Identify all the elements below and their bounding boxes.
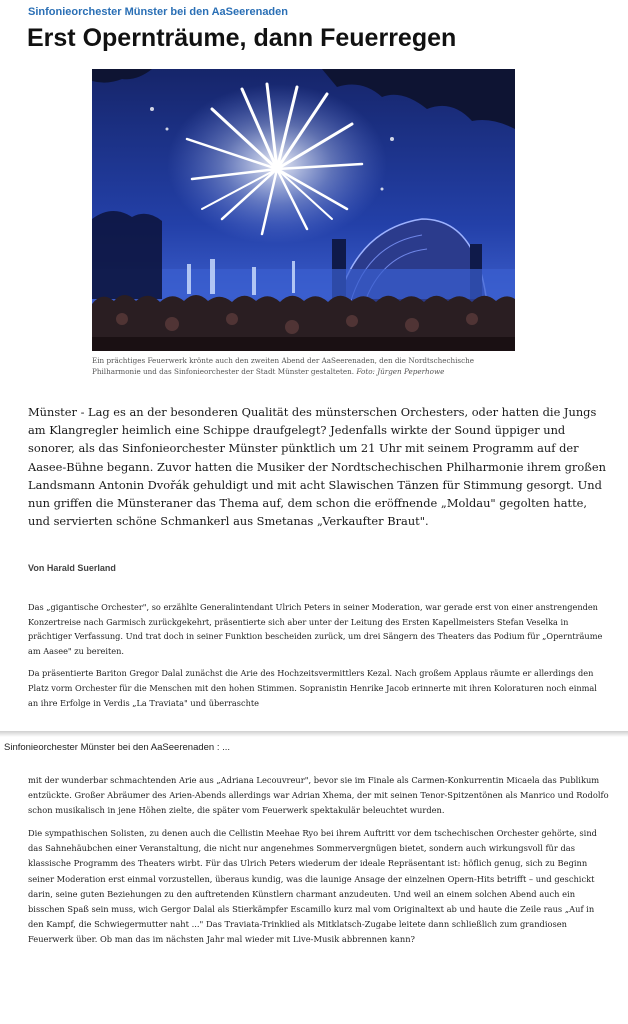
article-photo [92, 69, 515, 351]
article-body-top [28, 600, 606, 718]
article-lead [28, 403, 608, 530]
photo-caption [92, 355, 522, 377]
fireworks-photo-illustration [92, 69, 515, 351]
photo-credit: Foto: Jürgen Peperhowe [356, 367, 445, 376]
body-paragraph: Das „gigantische Orchester", so erzählte Generalintendant Ulrich Peters in seiner Moderation, war gerade erst von einer anstrengenden Konzertreise nach Garmisch zurückgekehrt, präsentierte sich aber unter der Leitung des Ersten Kapellmeisters Stefan Veselka in prächtiger Verfassung. Und trat doch in seiner Funktion bescheiden zurück, um drei Sängern des Theaters das Podium für „Opernträume am Aasee" zu bereiten. [28, 602, 603, 656]
article-continuation-section [0, 733, 628, 1024]
body-paragraph: Da präsentierte Bariton Gregor Dalal zunächst die Arie des Hochzeitsvermittlers Kezal. Nach großem Applaus räumte er allerdings den Platz vorm Orchester für die Menschen mit den hohen Stimmen. Sopranistin Henrike Jacob erinnerte mit ihren Koloraturen noch einmal an ihre Erfolge in Verdis „La Traviata" und überraschte [28, 668, 597, 708]
article-headline: Erst Opernträume, dann Feuerregen [27, 24, 457, 52]
article-body-bottom [28, 773, 610, 955]
continuation-title: Sinfonieorchester Münster bei den AaSeerenaden : ... [4, 742, 231, 753]
body-paragraph: mit der wunderbar schmachtenden Arie aus „Adriana Lecouvreur", bevor sie im Finale als Carmen-Konkurrentin Micaela das Publikum entzückte. Großer Abräumer des Arien-Abends allerdings war Adrian Xhema, der mit seinen Tenor-Spitzentönen als Manrico und Rodolfo schon musikalisch in jene Höhen zielte, die später vom Feuerwerk spektakulär beleuchtet wurden. [28, 775, 609, 816]
photo-caption-text: Ein prächtiges Feuerwerk krönte auch den zweiten Abend der AaSeerenaden, den die Nordtschechische Philharmonie und das Sinfonieorchester der Stadt Münster gestalteten. [92, 356, 475, 376]
body-paragraph: Die sympathischen Solisten, zu denen auch die Cellistin Meehae Ryo bei ihrem Auftritt vor dem tschechischen Orchester gehörte, sind das Sahnehäubchen einer Veranstaltung, die nicht nur angenehmes Sommervergnügen bietet, sondern auch wirkungsvoll für das klassische Programm des Theaters wirbt. Für das Ulrich Peters wiederum der ideale Repräsentant ist: höflich genug, sich zu Beginn seiner Moderation erst einmal vorzustellen, überaus kundig, was die launige Ansage der einzelnen Opern-Hits betrifft – und geschickt darin, seine guten Beziehungen zu den auftretenden Künstlern charmant anzudeuten. Und weil an einem solchen Abend auch ein bisschen Spaß sein muss, wich Gergor Dalal als Stierkämpfer Escamillo kurz mal vom Originaltext ab und haute die Zeile raus „Auf in den Kampf, die Schwiegermutter naht ..." Das Traviata-Trinklied als Mitklatsch-Zugabe leitete dann schließlich zum grandiosen Feuerwerk über. Ob man das im nächsten Jahr mal wieder mit Live-Musik abbrennen kann? [28, 828, 597, 944]
article-byline: Von Harald Suerland [28, 563, 116, 573]
article-kicker: Sinfonieorchester Münster bei den AaSeerenaden [28, 6, 288, 18]
lead-paragraph: Münster - Lag es an der besonderen Qualität des münsterschen Orchesters, oder hatten die Jungs am Klangregler heimlich eine Schippe draufgelegt? Jedenfalls wirkte der Sound üppiger und sonorer, als das Sinfonieorchester Münster pünktlich um 21 Uhr mit seinem Programm auf der Aasee-Bühne begann. Zuvor hatten die Musiker der Nordtschechischen Philharmonie ihrem großen Landsmann Antonin Dvořák gehuldigt und mit acht Slawischen Tänzen für Stimmung gesorgt. Und nun griffen die Münsteraner das Thema auf, dem schon die eröffnende „Moldau" gegolten hatte, und servierten schöne Schmankerl aus Smetanas „Verkaufter Braut". [28, 405, 606, 529]
